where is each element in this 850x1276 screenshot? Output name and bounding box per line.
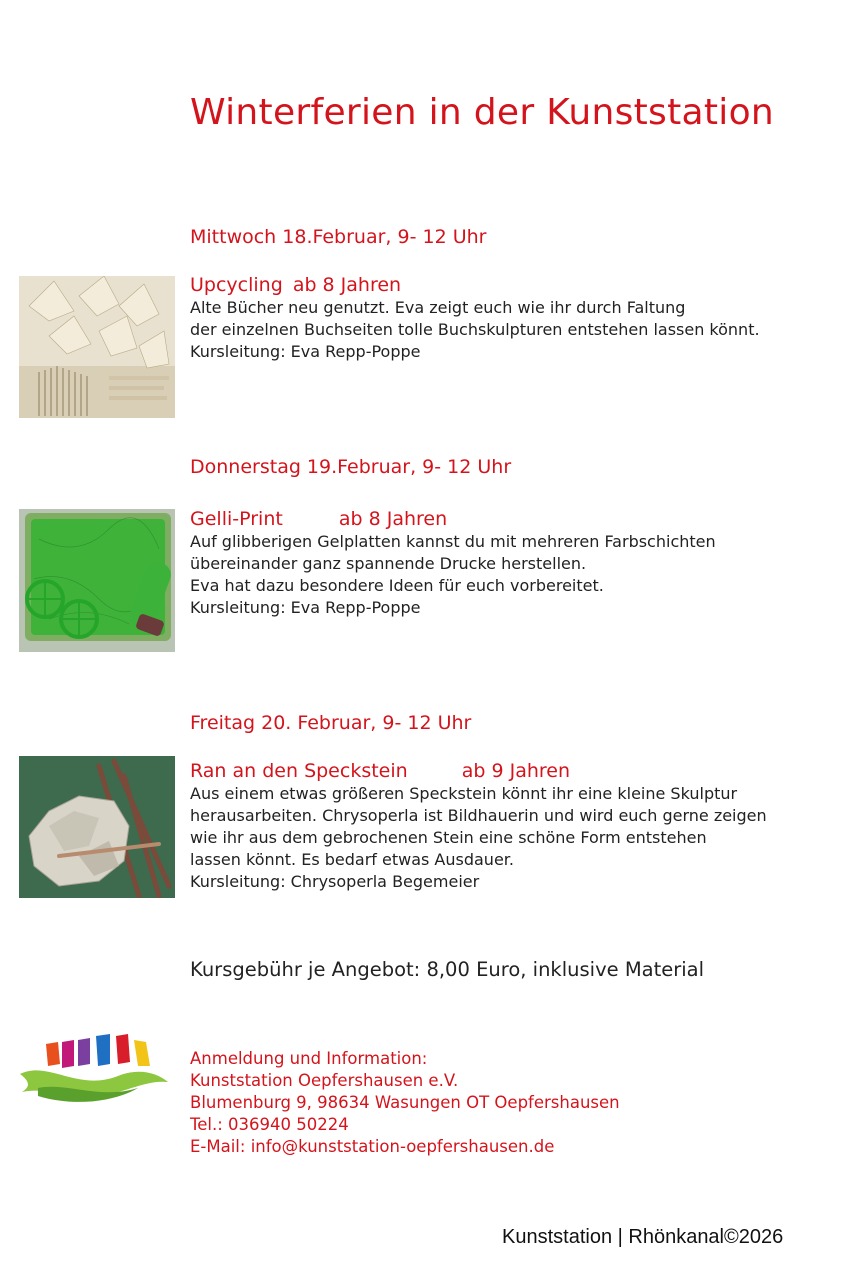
description-line: Aus einem etwas größeren Speckstein könnt ihr eine kleine Skulptur [190,784,738,803]
course-name: Ran an den Speckstein [190,760,408,782]
description-line: wie ihr aus dem gebrochenen Stein eine schöne Form entstehen [190,828,707,847]
contact-heading: Anmeldung und Information: [190,1049,428,1068]
description-line: lassen könnt. Es bedarf etwas Ausdauer. [190,850,514,869]
organization-name: Kunststation Oepfershausen e.V. [190,1071,459,1090]
email-link[interactable]: E-Mail: info@kunststation-oepfershausen.de [190,1137,555,1156]
description-line: herausarbeiten. Chrysoperla ist Bildhauerin und wird euch gerne zeigen [190,806,767,825]
footer-credit: Kunststation | Rhönkanal©2026 [502,1226,784,1248]
description-line: Auf glibberigen Gelplatten kannst du mit mehreren Farbschichten [190,532,716,551]
description-line: Eva hat dazu besondere Ideen für euch vorbereitet. [190,576,604,595]
instructor-line: Kursleitung: Chrysoperla Begemeier [190,872,480,891]
course-fee: Kursgebühr je Angebot: 8,00 Euro, inklusive Material [190,958,705,981]
folded-book-sculpture-photo [19,276,175,418]
instructor-line: Kursleitung: Eva Repp-Poppe [190,342,421,361]
contact-info [190,1048,620,1158]
event-date-2: Donnerstag 19.Februar, 9- 12 Uhr [190,456,512,478]
page-title: Winterferien in der Kunststation [190,92,775,133]
course-name: Gelli-Print [190,508,283,530]
event-date-3: Freitag 20. Februar, 9- 12 Uhr [190,712,472,734]
address: Blumenburg 9, 98634 Wasungen OT Oepfershausen [190,1093,620,1112]
course-description-1 [190,297,830,363]
phone: Tel.: 036940 50224 [190,1115,349,1134]
course-age: ab 8 Jahren [338,508,448,530]
description-line: der einzelnen Buchseiten tolle Buchskulpturen entstehen lassen könnt. [190,320,760,339]
course-title-3 [190,760,570,782]
event-date-1: Mittwoch 18.Februar, 9- 12 Uhr [190,226,487,248]
course-title-1 [190,274,401,296]
gelli-print-plate-photo [19,509,175,652]
course-description-3 [190,783,830,893]
description-line: Alte Bücher neu genutzt. Eva zeigt euch wie ihr durch Faltung [190,298,686,317]
course-age: ab 9 Jahren [461,760,571,782]
course-age: ab 8 Jahren [292,274,402,296]
course-description-2 [190,531,830,619]
course-name: Upcycling [190,274,283,296]
course-title-2 [190,508,447,530]
instructor-line: Kursleitung: Eva Repp-Poppe [190,598,421,617]
description-line: übereinander ganz spannende Drucke herstellen. [190,554,587,573]
soapstone-tools-photo [19,756,175,898]
kunststation-logo [18,1030,170,1108]
